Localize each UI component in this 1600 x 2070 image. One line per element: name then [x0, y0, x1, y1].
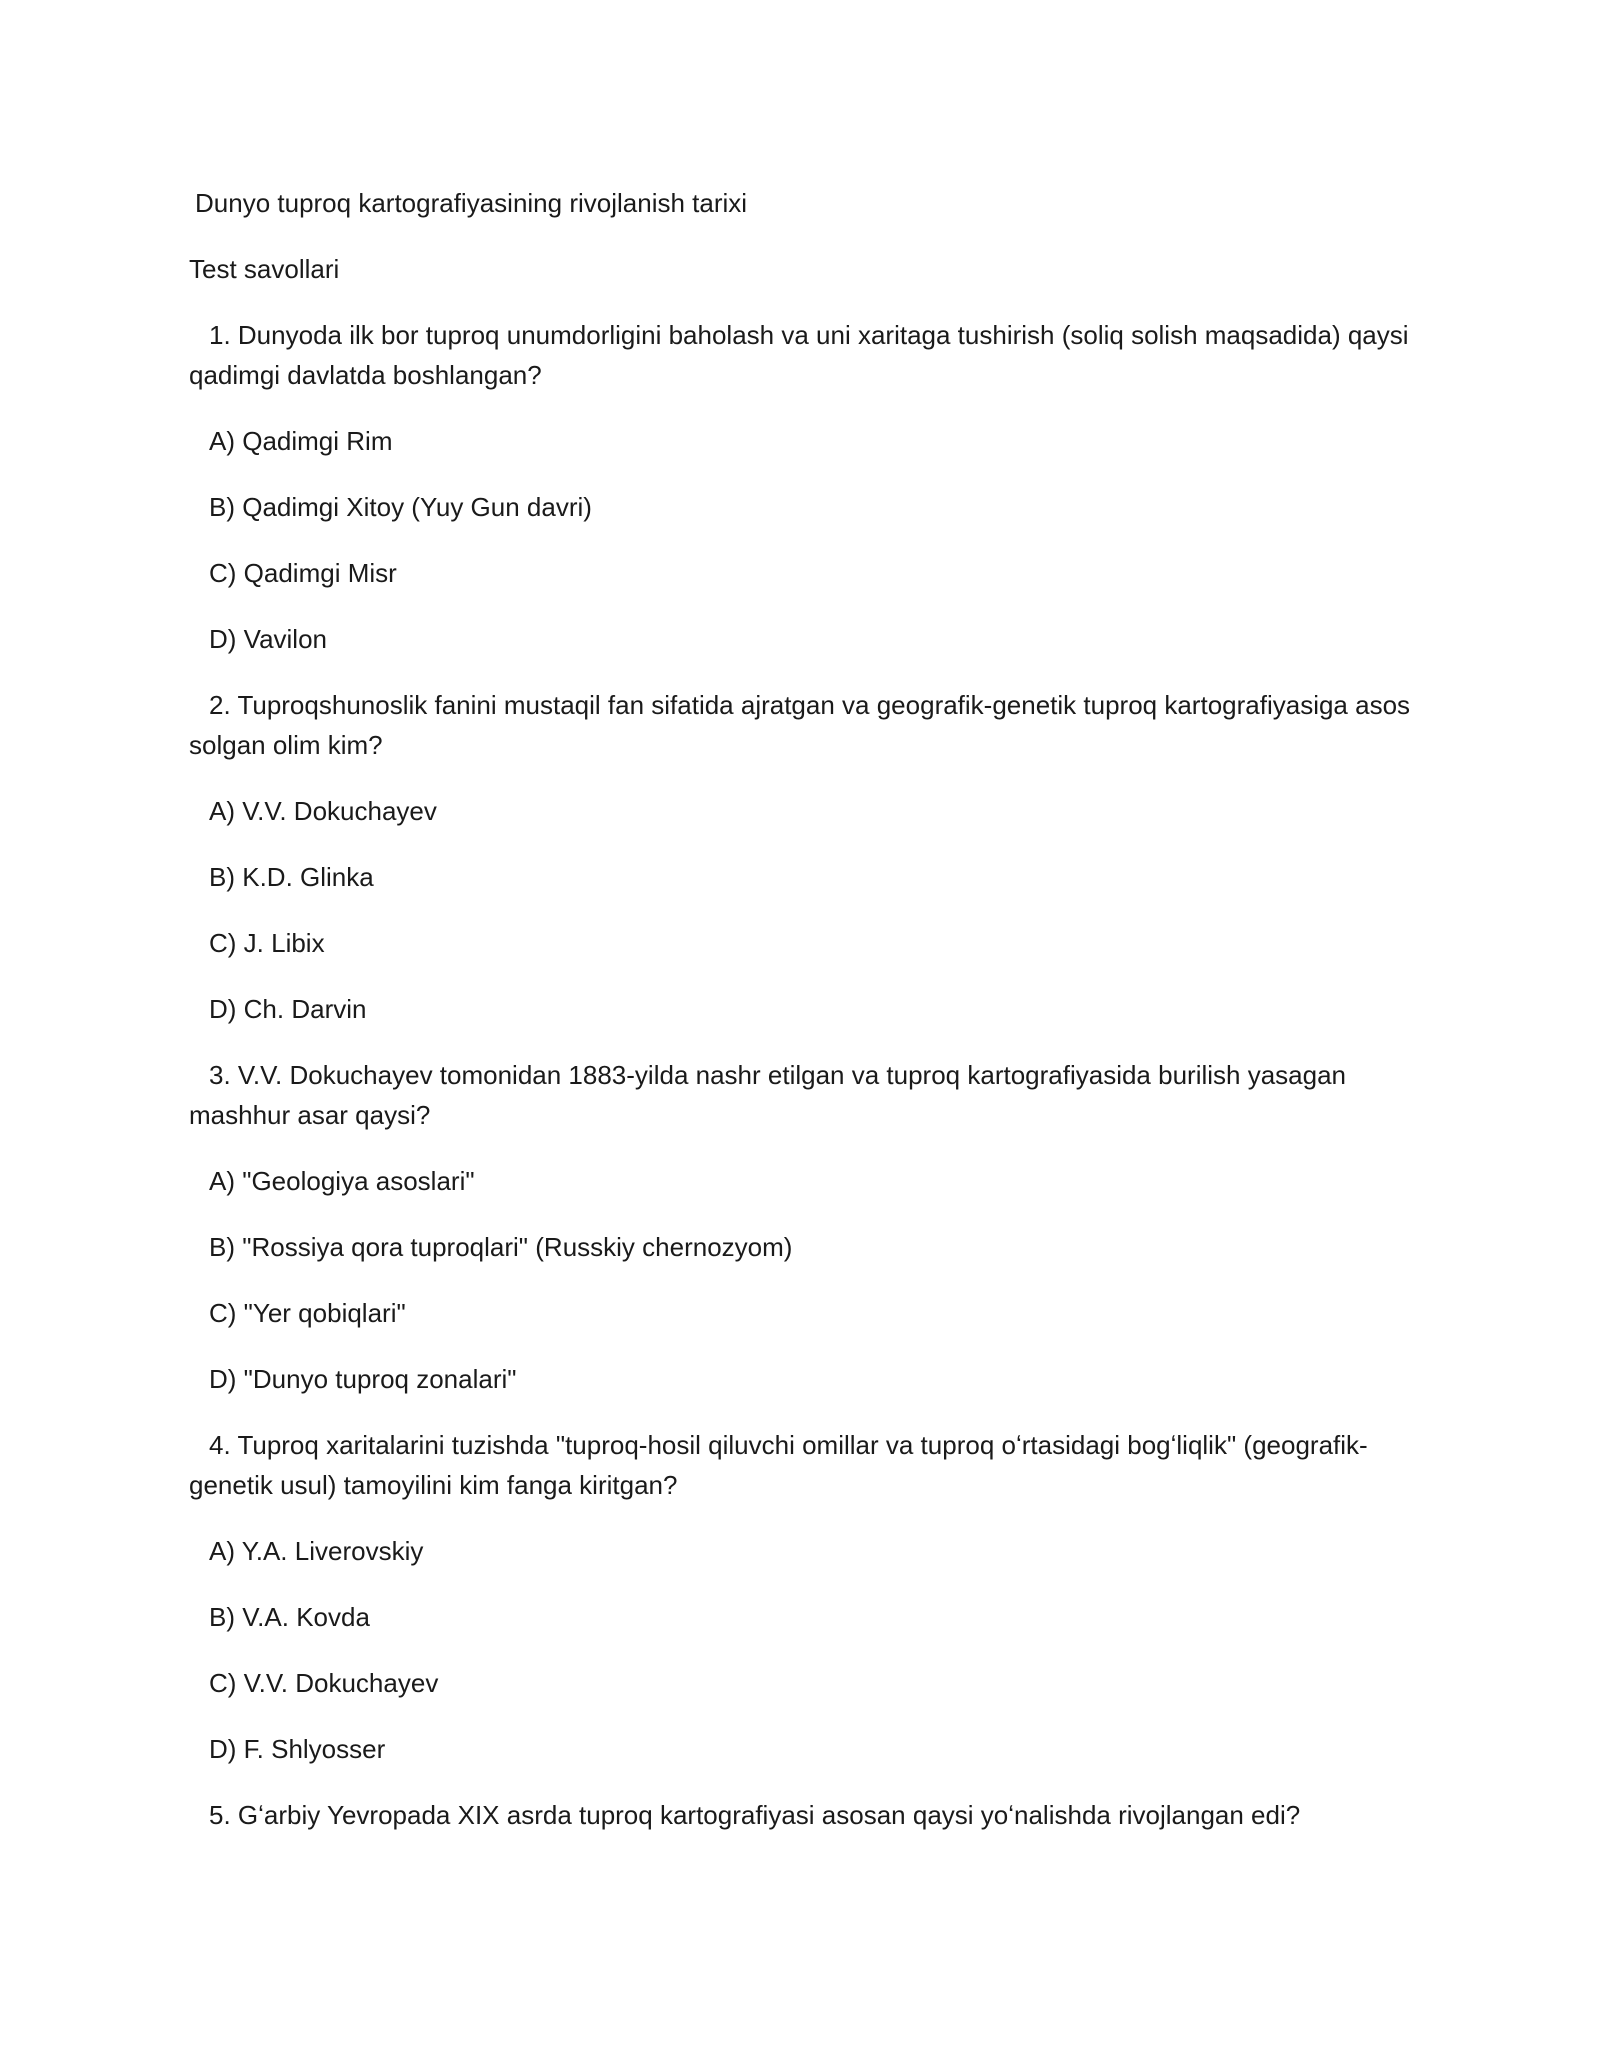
answer-option: A) "Geologiya asoslari" — [209, 1166, 475, 1196]
answer-option: A) V.V. Dokuchayev — [209, 796, 437, 826]
document-subtitle: Test savollari — [189, 254, 340, 284]
answer-option: C) V.V. Dokuchayev — [209, 1668, 439, 1698]
answer-option: A) Qadimgi Rim — [209, 426, 393, 456]
question-2 — [189, 685, 1429, 1029]
question-5 — [189, 1795, 1429, 1835]
document-title: Dunyo tuproq kartografiyasining rivojlanish tarixi — [195, 188, 748, 218]
answer-option: C) J. Libix — [209, 928, 325, 958]
answer-option: A) Y.A. Liverovskiy — [209, 1536, 424, 1566]
answer-option: B) Qadimgi Xitoy (Yuy Gun davri) — [209, 492, 592, 522]
answer-option: D) F. Shlyosser — [209, 1734, 386, 1764]
question-3 — [189, 1055, 1429, 1399]
question-1 — [189, 315, 1429, 659]
question-text: 4. Tuproq xaritalarini tuzishda "tuproq-hosil qiluvchi omillar va tuproq oʻrtasidagi bogʻliqlik" (geografik-genetik usul) tamoyilini kim fanga kiritgan? — [189, 1430, 1368, 1500]
question-4 — [189, 1425, 1429, 1769]
answer-option: C) "Yer qobiqlari" — [209, 1298, 406, 1328]
question-text: 3. V.V. Dokuchayev tomonidan 1883-yilda nashr etilgan va tuproq kartografiyasida burilish yasagan mashhur asar qaysi? — [189, 1060, 1347, 1130]
answer-option: B) "Rossiya qora tuproqlari" (Russkiy chernozyom) — [209, 1232, 793, 1262]
question-text: 5. Gʻarbiy Yevropada XIX asrda tuproq kartografiyasi asosan qaysi yoʻnalishda rivojlangan edi? — [209, 1800, 1301, 1830]
question-text: 1. Dunyoda ilk bor tuproq unumdorligini baholash va uni xaritaga tushirish (soliq solish maqsadida) qaysi qadimgi davlatda boshlangan? — [189, 320, 1409, 390]
answer-option: D) Ch. Darvin — [209, 994, 367, 1024]
document-body — [189, 183, 1429, 1861]
answer-option: C) Qadimgi Misr — [209, 558, 397, 588]
answer-option: D) "Dunyo tuproq zonalari" — [209, 1364, 517, 1394]
answer-option: B) V.A. Kovda — [209, 1602, 370, 1632]
question-text: 2. Tuproqshunoslik fanini mustaqil fan sifatida ajratgan va geografik-genetik tuproq kartografiyasiga asos solgan olim kim? — [189, 690, 1411, 760]
answer-option: D) Vavilon — [209, 624, 328, 654]
answer-option: B) K.D. Glinka — [209, 862, 374, 892]
